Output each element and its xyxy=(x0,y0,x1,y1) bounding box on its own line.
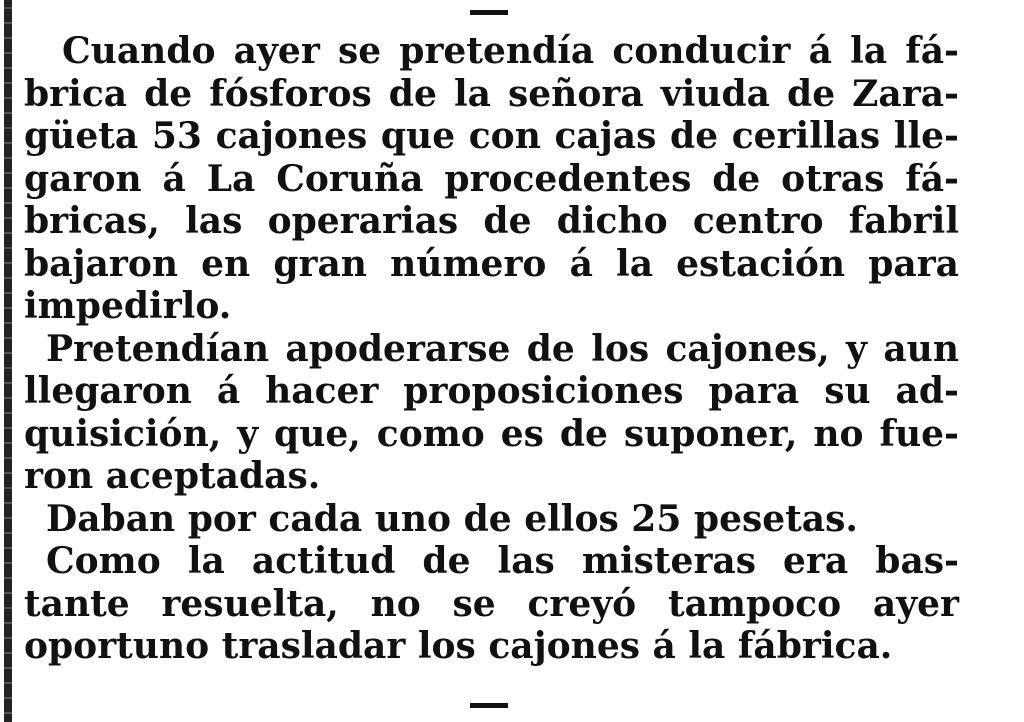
separator-dash-top xyxy=(470,10,508,15)
paragraph-4-line-3: oportuno trasladar los cajones á la fábrica. xyxy=(24,625,893,667)
column-border xyxy=(4,0,12,722)
news-article xyxy=(24,30,959,668)
separator-dash-bottom xyxy=(470,703,508,708)
paragraph-1-line-3: güeta 53 cajones que con cajas de cerillas lle- xyxy=(24,115,959,157)
paragraph-2-line-2: llegaron á hacer proposiciones para su ad- xyxy=(24,370,959,412)
paragraph-1-line-4: garon á La Coruña procedentes de otras fá- xyxy=(24,157,959,200)
paragraph-2-line-1: Pretendían apoderarse de los cajones, y aun xyxy=(46,327,959,370)
paragraph-1-line-1: Cuando ayer se pretendía conducir á la fá- xyxy=(62,30,959,72)
paragraph-2-line-4: ron aceptadas. xyxy=(24,455,321,497)
paragraph-4-line-1: Como la actitud de las misteras era bas- xyxy=(46,540,959,582)
paragraph-1-line-5: bricas, las operarias de dicho centro fabril xyxy=(24,200,959,242)
paragraph-4-line-2: tante resuelta, no se creyó tampoco ayer xyxy=(24,582,959,625)
paragraph-3-line-1: Daban por cada uno de ellos 25 pesetas. xyxy=(46,497,858,540)
paragraph-2-line-3: quisición, y que, como es de suponer, no fue- xyxy=(24,412,959,455)
paragraph-1-line-6: bajaron en gran número á la estación para xyxy=(24,242,959,285)
paragraph-1-line-7: impedirlo. xyxy=(24,285,232,327)
paragraph-1-line-2: brica de fósforos de la señora viuda de Zara- xyxy=(24,72,959,115)
